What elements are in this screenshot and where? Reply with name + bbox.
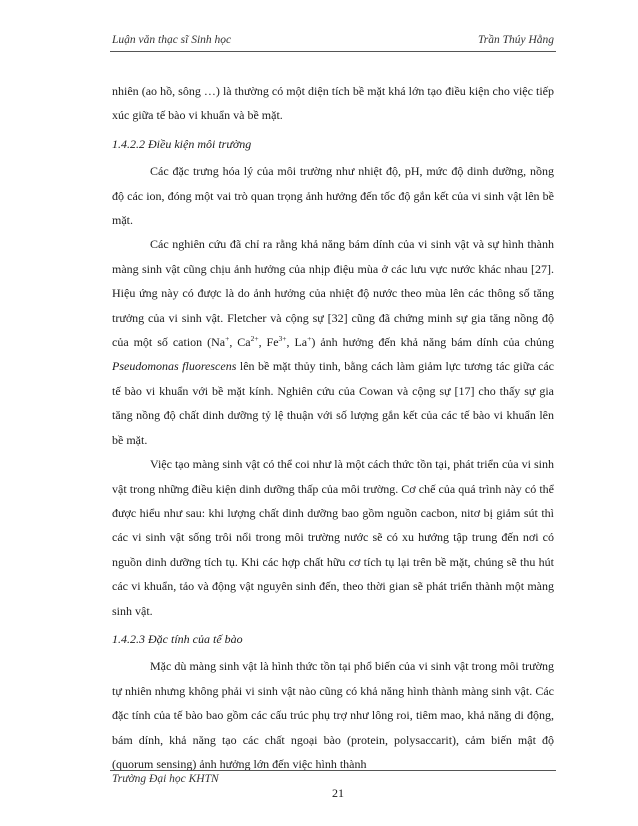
p3-text-c: , Fe xyxy=(258,335,279,350)
p3-text-e: ) ảnh hưởng đến khả năng bám dính của chủng xyxy=(311,335,555,350)
p3-text-a: Các nghiên cứu đã chỉ ra rằng khả năng bám dính của vi sinh vật và sự hình thành màng sinh vật cũng chịu ảnh hưởng của nhịp điệu mùa ở các lưu vực nước khác nhau [27]. Hiệu ứng này có được là do ảnh hưởng của nhiệt độ nước theo mùa lên các thông số tăng trưởng của vi sinh vật. Fletcher và cộng sự [32] cũng đã chứng minh sự gia tăng nồng độ của một số cation (Na xyxy=(112,237,554,350)
page-body xyxy=(112,79,554,776)
page-number: 21 xyxy=(332,786,344,800)
footer-divider xyxy=(110,770,556,771)
sup-la: + xyxy=(307,334,312,344)
sup-ca: 2+ xyxy=(250,334,259,344)
species-name: Pseudomonas fluorescens xyxy=(112,359,237,374)
footer-university: Trường Đại học KHTN xyxy=(112,773,219,785)
section-heading-1-4-2-2: 1.4.2.2 Điều kiện môi trường xyxy=(112,136,252,151)
header-thesis-title: Luận văn thạc sĩ Sinh học xyxy=(112,34,232,46)
header-divider xyxy=(110,51,556,52)
paragraph-2: Các đặc trưng hóa lý của môi trường như nhiệt độ, pH, mức độ dinh dưỡng, nồng độ các ion, đóng một vai trò quan trọng ảnh hưởng đến tốc độ gắn kết của vi sinh vật lên bề mặt. xyxy=(112,164,554,228)
paragraph-1: nhiên (ao hồ, sông …) là thường có một diện tích bề mặt khá lớn tạo điều kiện cho việc tiếp xúc giữa tế bào vi khuẩn và bề mặt. xyxy=(112,84,554,123)
paragraph-5: Mặc dù màng sinh vật là hình thức tồn tại phổ biến của vi sinh vật trong môi trường tự nhiên nhưng không phải vi sinh vật nào cũng có khả năng hình thành màng sinh vật. Các đặc tính của tế bào bao gồm các cấu trúc phụ trợ như lông roi, tiêm mao, khả năng di động, bám dính, khả năng tạo các chất ngoại bào (protein, polysaccarit), cảm biến mật độ (quorum sensing) ảnh hưởng lớn đến việc hình thành xyxy=(112,659,554,771)
paragraph-4: Việc tạo màng sinh vật có thể coi như là một cách thức tồn tại, phát triển của vi sinh vật trong những điều kiện dinh dưỡng thấp của môi trường. Cơ chế của quá trình này có thể được hiểu như sau: khi lượng chất dinh dưỡng bao gồm nguồn cacbon, nitơ bị giảm sút thì các vi sinh vật sống trôi nổi trong môi trường nước sẽ có xu hướng tập trung đến nơi có nguồn dinh dưỡng tích tụ. Khi các hợp chất hữu cơ tích tụ lại trên bề mặt, chúng sẽ thu hút các vi khuẩn, tảo và động vật nguyên sinh đến, theo thời gian sẽ phát triển thành một màng sinh vật. xyxy=(112,457,554,618)
sup-fe: 3+ xyxy=(278,334,287,344)
section-heading-1-4-2-3: 1.4.2.3 Đặc tính của tế bào xyxy=(112,631,243,646)
p3-text-f: lên bề mặt thủy tinh, bằng cách làm giảm lực tương tác giữa các tế bào vi khuẩn với bề mặt kính. Nghiên cứu của Cowan và cộng sự [17] cho thấy sự gia tăng nồng độ chất dinh dưỡng tỷ lệ thuận với số lượng gắn kết của các tế bào vi khuẩn lên bề mặt. xyxy=(112,359,554,447)
header-author: Trần Thúy Hằng xyxy=(477,34,554,46)
p3-text-b: , Ca xyxy=(229,335,251,350)
sup-na: + xyxy=(225,334,230,344)
p3-text-d: , La xyxy=(286,335,308,350)
paragraph-3 xyxy=(112,232,554,452)
